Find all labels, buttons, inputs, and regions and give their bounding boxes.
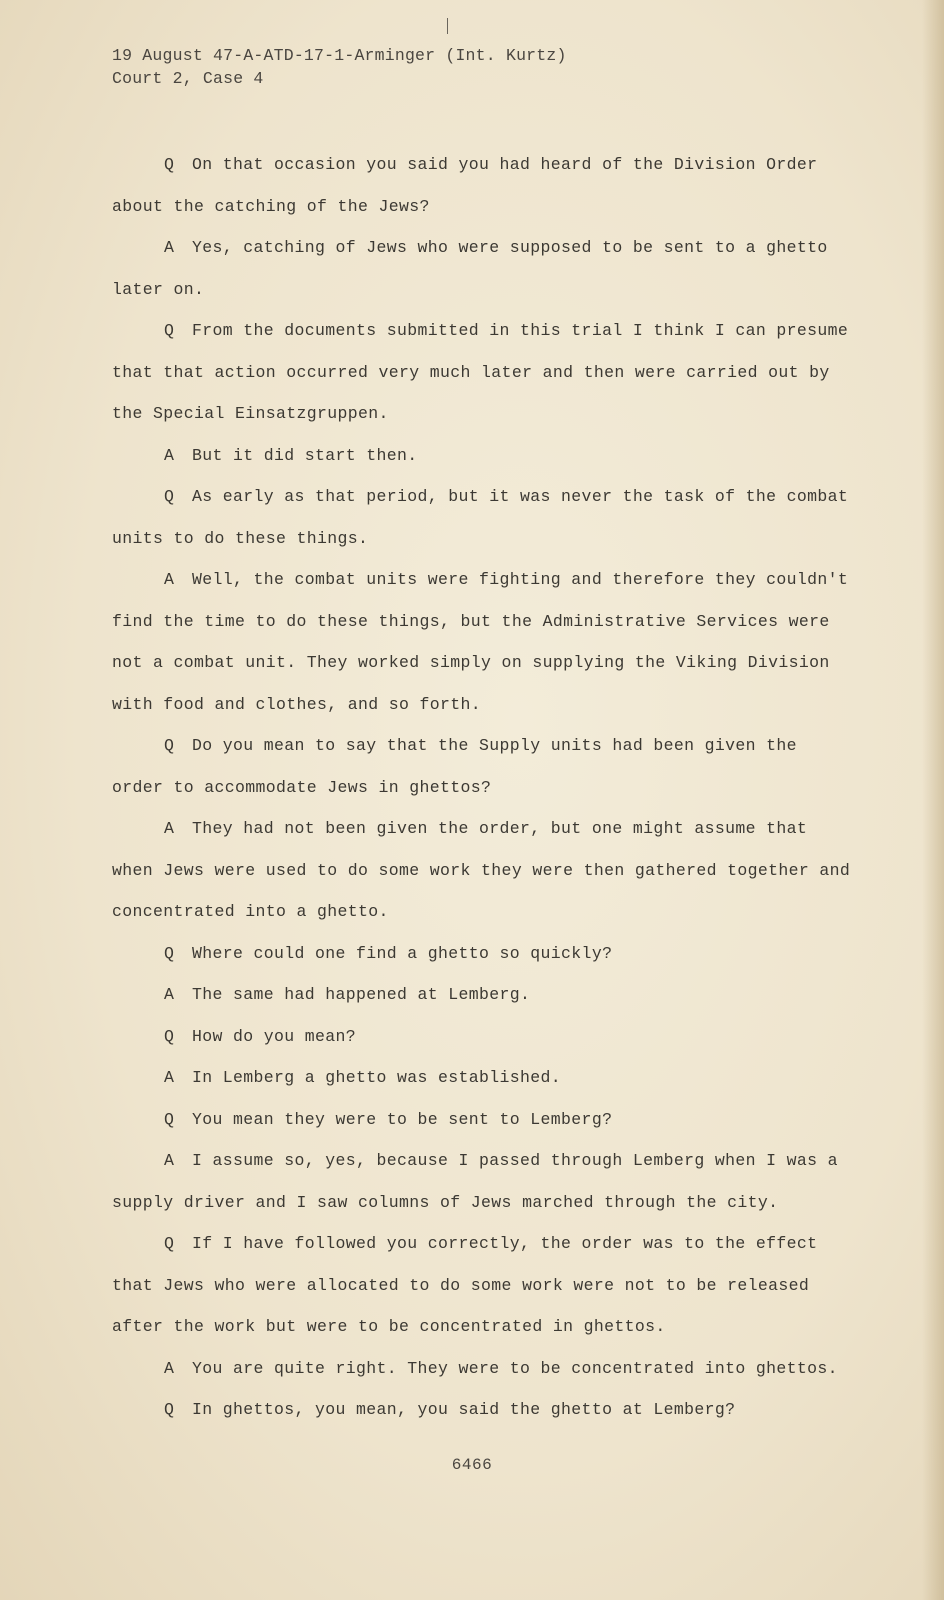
paragraph-text: How do you mean? [192,1026,357,1046]
paragraph-text: Yes, catching of Jews who were supposed to be sent to a ghetto later on. [112,238,828,299]
speaker-label: A [164,445,175,465]
paragraph-text: In Lemberg a ghetto was established. [192,1068,562,1087]
transcript-paragraph [112,476,852,559]
transcript-paragraph [112,310,852,435]
speaker-label: Q [164,736,175,755]
transcript-paragraph [112,725,852,808]
speaker-label: Q [164,1026,175,1046]
header-court-case: Court 2, Case 4 [112,69,264,88]
transcript-paragraph [112,1140,852,1223]
paragraph-text: As early as that period, but it was never the task of the combat units to do these things. [112,487,849,548]
paragraph-text: If I have followed you correctly, the order was to the effect that Jews who were allocated to do some work were not to be released after the work but were to be concentrated in ghettos. [112,1234,818,1336]
speaker-label: A [164,1068,175,1087]
speaker-label: Q [164,1234,175,1253]
speaker-label: A [164,238,175,257]
transcript-paragraph [112,1389,852,1431]
paragraph-text: On that occasion you said you had heard of the Division Order about the catching of the Jews? [112,155,818,216]
paragraph-text: The same had happened at Lemberg. [192,985,531,1004]
speaker-label: Q [164,155,175,174]
paragraph-text: I assume so, yes, because I passed through Lemberg when I was a supply driver and I saw columns of Jews marched through the city. [112,1151,838,1212]
speaker-label: Q [164,943,175,963]
transcript-paragraph [112,1348,852,1390]
speaker-label: A [164,819,175,838]
header-transcript-id: 19 August 47-A-ATD-17-1-Arminger (Int. Kurtz) [112,46,567,65]
transcript-paragraph [112,1223,852,1348]
speaker-label: A [164,570,175,589]
transcript-paragraph [112,435,852,477]
speaker-label: Q [164,321,175,340]
paragraph-text: From the documents submitted in this trial I think I can presume that that action occurred very much later and then were carried out by the Special Einsatzgruppen. [112,321,849,423]
transcript-paragraph [112,1016,852,1058]
document-header [112,44,567,90]
transcript-body [112,144,852,1431]
paragraph-text: In ghettos, you mean, you said the ghetto at Lemberg? [192,1400,736,1419]
page-edge-shadow [922,0,944,1600]
paragraph-text: Well, the combat units were fighting and therefore they couldn't find the time to do these things, but the Administrative Services were not a combat unit. They worked simply on supplying the Viking Division with food and clothes, and so forth. [112,570,849,714]
speaker-label: Q [164,1400,175,1419]
transcript-paragraph [112,974,852,1016]
transcript-paragraph [112,559,852,725]
speaker-label: A [164,1358,175,1378]
top-tick-mark [447,18,448,34]
paragraph-text: You mean they were to be sent to Lemberg? [192,1109,613,1129]
page-number: 6466 [451,1456,493,1474]
transcript-paragraph [112,933,852,975]
transcript-paragraph [112,1057,852,1099]
speaker-label: A [164,985,175,1004]
speaker-label: Q [164,1109,175,1129]
speaker-label: Q [164,487,175,506]
paragraph-text: You are quite right. They were to be concentrated into ghettos. [192,1358,838,1378]
paragraph-text: But it did start then. [192,445,418,465]
paragraph-text: Where could one find a ghetto so quickly? [192,943,613,963]
transcript-paragraph [112,227,852,310]
paragraph-text: They had not been given the order, but one might assume that when Jews were used to do some work they were then gathered together and concentrated into a ghetto. [112,819,851,921]
speaker-label: A [164,1151,175,1170]
transcript-paragraph [112,144,852,227]
transcript-paragraph [112,808,852,933]
transcript-paragraph [112,1099,852,1141]
paragraph-text: Do you mean to say that the Supply units had been given the order to accommodate Jews in ghettos? [112,736,797,797]
